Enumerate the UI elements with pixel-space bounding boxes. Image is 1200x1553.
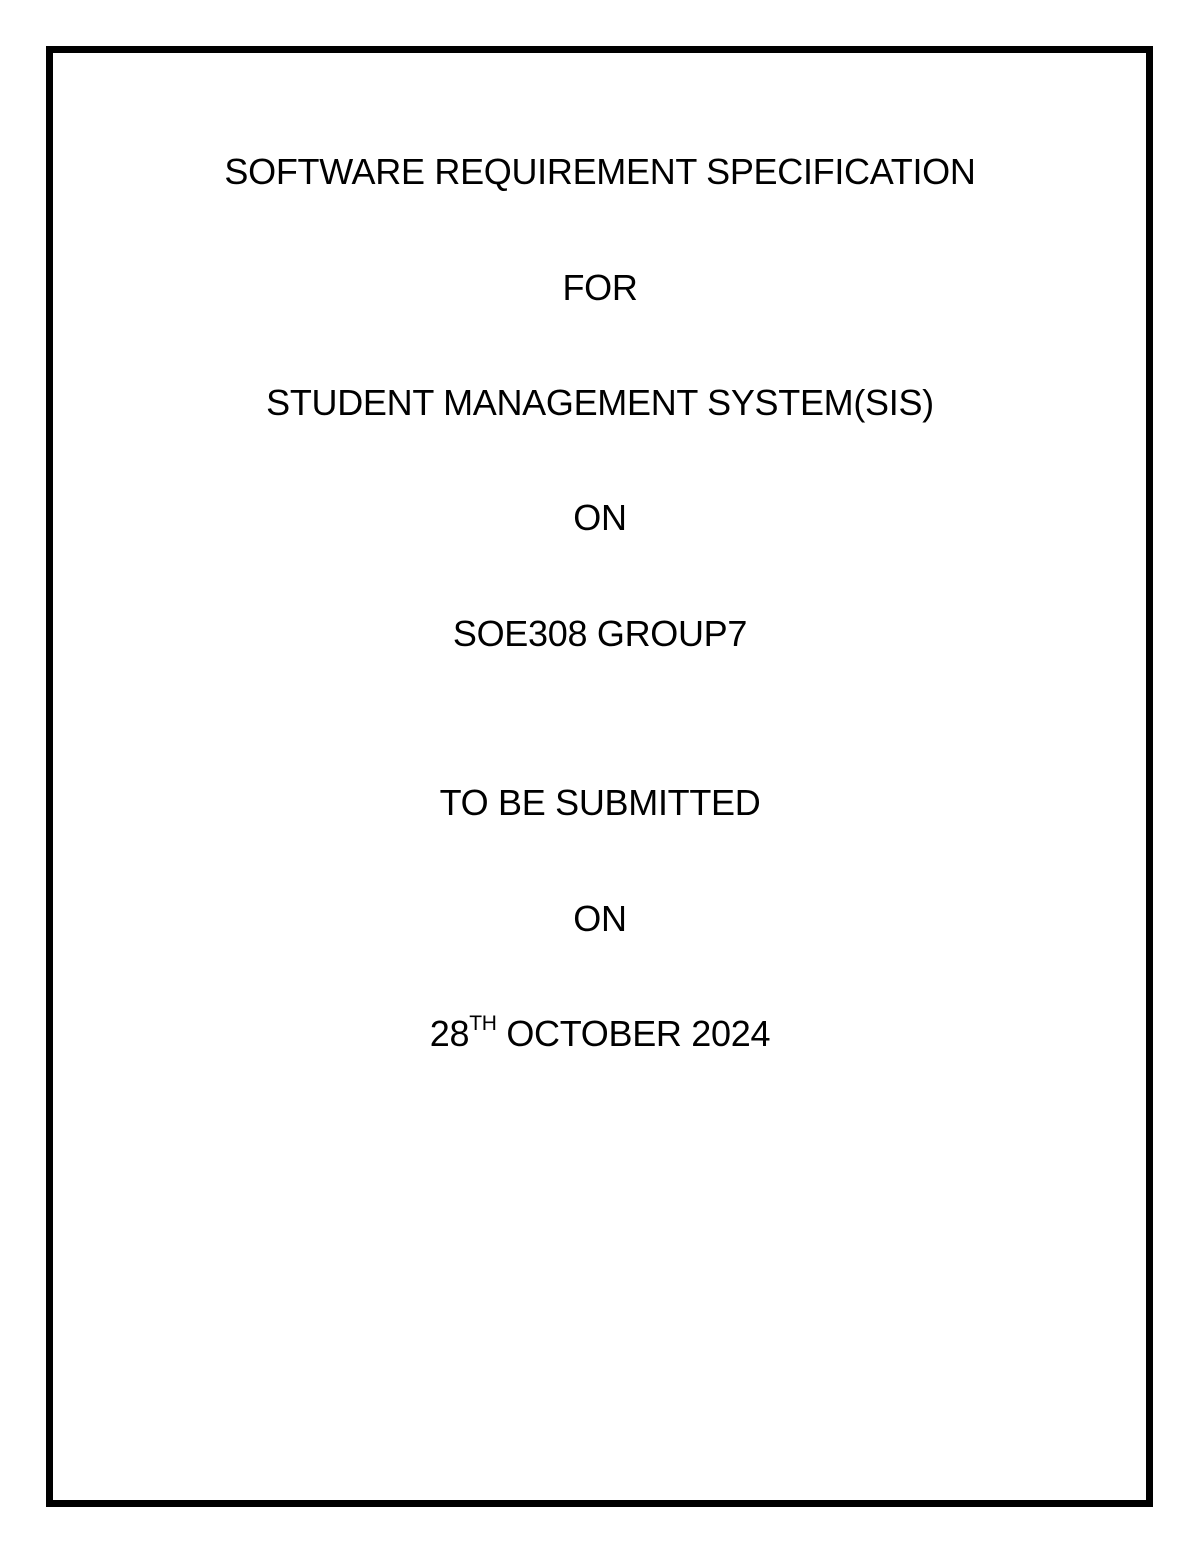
system-name-line: STUDENT MANAGEMENT SYSTEM(SIS) bbox=[266, 382, 934, 423]
date-rest: OCTOBER 2024 bbox=[496, 1013, 771, 1054]
on-line: ON bbox=[573, 497, 627, 538]
group-line: SOE308 GROUP7 bbox=[452, 613, 748, 654]
title-line: SOFTWARE REQUIREMENT SPECIFICATION bbox=[224, 151, 976, 192]
date-suffix: TH bbox=[469, 1012, 497, 1035]
for-line: FOR bbox=[562, 267, 638, 308]
date-line bbox=[0, 1012, 1200, 1062]
submission-line: TO BE SUBMITTED bbox=[439, 782, 761, 823]
date-day: 28 bbox=[429, 1013, 470, 1054]
on-line-2: ON bbox=[573, 898, 627, 939]
